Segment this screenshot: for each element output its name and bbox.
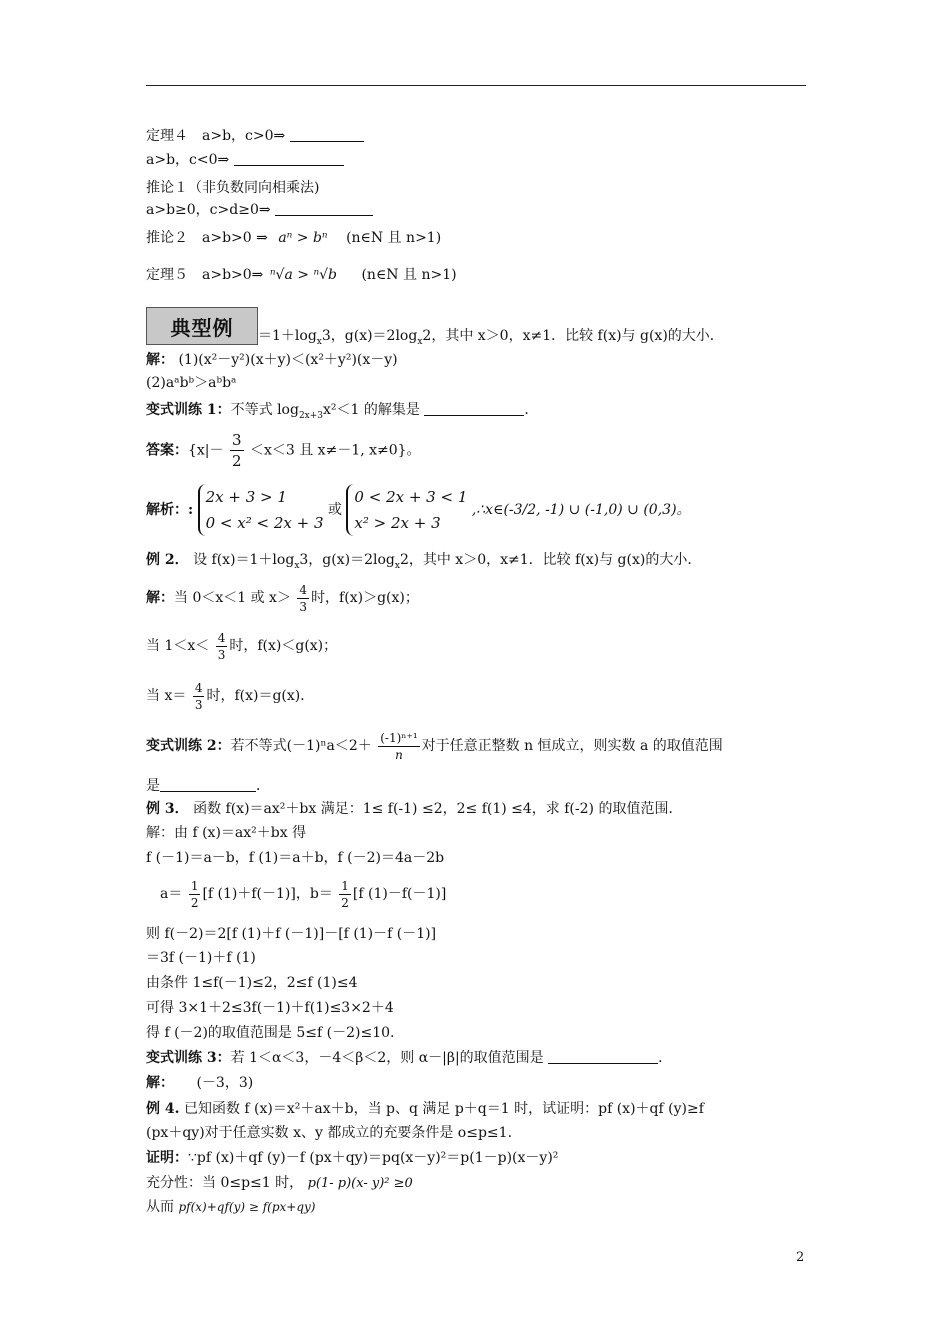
inequality-system-2 [346, 484, 467, 536]
corollary-2-text: 推论２ a>b>0 ⇒ [146, 230, 268, 246]
variant-2b-text: 是 [146, 778, 160, 794]
analysis-label: 解析：: [146, 502, 194, 518]
fraction-three-half [230, 430, 244, 471]
system-row: 0 < x² < 2x + 3 [205, 514, 324, 532]
example-3-step-6: 由条件 1≤f(－1)≤2，2≤f (1)≤4 [146, 975, 358, 991]
solution-2c-text: 当 x＝ [146, 688, 187, 704]
variant-1-text: 不等式 log [230, 402, 299, 418]
solution-1b-line: (2)aᵃbᵇ＞aᵇbᵃ [146, 375, 237, 391]
analysis-conclusion: ,∴x∈(-3/2, -1) ∪ (-1,0) ∪ (0,3)。 [471, 502, 691, 518]
answer-blank [424, 401, 524, 416]
answer-label: 答案： [146, 442, 188, 459]
answer-blank [160, 777, 256, 792]
example-4b-line: (px＋qy)对于任意实数 x、y 都成立的充要条件是 o≤p≤1. [146, 1125, 513, 1141]
fraction-denominator: 2 [190, 895, 199, 910]
solution-2-text-2: 时，f(x)＞g(x)； [311, 590, 419, 606]
fraction-numerator: 4 [299, 582, 308, 597]
fraction-half [189, 878, 201, 911]
example-2-line [146, 550, 701, 576]
theorem-4b-text: a>b，c<0⇒ [146, 152, 230, 168]
variant-3-text: 若 1＜α＜3，－4＜β＜2，则 α－|β|的取值范围是 [230, 1050, 544, 1066]
therefore-text: 从而 [146, 1199, 174, 1215]
header-rule [146, 85, 806, 86]
solution-2c-line [146, 678, 314, 714]
answer-1-text: {x|－ [188, 442, 224, 459]
system-row: x² > 2x + 3 [354, 514, 441, 532]
example-3-text: 函数 f(x)＝ax²＋bx 满足：1≤ f(-1) ≤2，2≤ f(1) ≤4，求 f(-2) 的取值范围． [193, 801, 683, 817]
solution-1-line [146, 350, 398, 370]
variant-label: 变式训练 2： [146, 738, 231, 754]
fraction-denominator: 2 [341, 895, 349, 910]
variant-2-line [146, 728, 723, 764]
example-4-text: 已知函数 f (x)＝x²＋ax＋b，当 p、q 满足 p＋q＝1 时，试证明：pf (x)＋qf (y)≥f [183, 1101, 704, 1117]
corollary-2-condition: (n∈N 且 n>1) [346, 230, 442, 246]
example-3-step-2: f (－1)＝a－b，f (1)＝a＋b，f (－2)＝4a－2b [146, 850, 445, 866]
fraction-denominator: 2 [231, 452, 242, 470]
example-3-step-1: 解：由 f (x)＝ax²＋bx 得 [146, 825, 307, 841]
example-3-step-4: 则 f(－2)＝2[f (1)＋f (－1)]－[f (1)－f (－1)] [146, 926, 437, 942]
example-4-line [146, 1099, 704, 1119]
solution-2-text: 当 0＜x＜1 或 x＞ [174, 590, 291, 606]
fraction-numerator: 4 [217, 630, 226, 645]
fraction-denominator: n [395, 747, 403, 762]
variant-3-line: 变式训练 3：若 1＜α＜3，－4＜β＜2，则 α－|β|的取值范围是 ． [146, 1050, 673, 1066]
corollary-2-line [146, 228, 441, 248]
solution-3-text: (－3，3) [196, 1075, 254, 1091]
corollary-1-line: 推论１（非负数同向相乘法) [146, 180, 320, 196]
example-3-step-5: ＝3f (－1)＋f (1) [146, 950, 256, 966]
fraction-four-third [216, 630, 228, 663]
solution-2b-text: 当 1＜x＜ [146, 638, 210, 654]
step-3-text-3: [f (1)－f(－1)] [352, 886, 447, 902]
theorem-4-line [146, 126, 364, 146]
example-1-line [258, 326, 724, 352]
sufficiency-line [146, 1173, 413, 1194]
variant-1-line: 变式训练 1：不等式 $\log_{2x+3}x^2<1$ 的解集是 ． [146, 402, 539, 421]
example-label: 例 3． [146, 801, 189, 817]
solution-1-text: (1)(x²－y²)(x＋y)＜(x²＋y²)(x－y) [178, 352, 398, 368]
proof-line [146, 1148, 558, 1168]
fraction-numerator: 1 [190, 878, 199, 893]
theorem-4b-line [146, 150, 344, 170]
variant-2-text-2: 对于任意正整数 n 恒成立，则实数 a 的取值范围 [421, 738, 723, 754]
fraction-denominator: 3 [217, 647, 226, 662]
theorem-4-text: 定理４ a>b，c>0⇒ [146, 128, 286, 144]
fraction-four-third [297, 582, 309, 615]
fraction-denominator: 3 [194, 697, 203, 712]
inequality-system-1 [198, 484, 324, 536]
example-label: 例 4. [146, 1101, 180, 1117]
example-2-text-2: 3，g(x)＝2log [299, 552, 395, 568]
theorem-5-condition: (n∈N 且 n>1) [361, 267, 457, 283]
section-heading: 典型例 [146, 307, 258, 345]
solution-label: 解： [146, 352, 174, 368]
sufficiency-text: 充分性：当 0≤p≤1 时， [146, 1175, 304, 1191]
log-base: x [294, 560, 300, 571]
example-2-text-3: 2，其中 x＞0，x≠1．比较 f(x)与 g(x)的大小． [399, 552, 702, 568]
solution-2-line [146, 580, 419, 616]
solution-2b-text-2: 时，f(x)＜g(x)； [229, 638, 338, 654]
answer-1-text-2: ＜x＜3 且 x≠－1, x≠0}。 [249, 442, 421, 459]
corollary-1b-text: a>b≥0，c>d≥0⇒ [146, 202, 271, 218]
example-3-step-3 [160, 876, 446, 912]
example-1-text-3: 2，其中 x＞0，x≠1．比较 f(x)与 g(x)的大小． [422, 328, 724, 344]
example-2-text: 设 f(x)＝1＋log [193, 552, 295, 568]
solution-3-line [146, 1073, 253, 1093]
fraction-four-third [193, 680, 205, 713]
fraction-neg1-power [378, 730, 419, 763]
variant-label: 变式训练 3： [146, 1050, 231, 1066]
log-base: x [417, 336, 423, 347]
theorem-5-line [146, 265, 457, 285]
solution-2b-line [146, 628, 337, 664]
example-3-line [146, 799, 682, 819]
log-base: 2x+3 [298, 410, 324, 421]
solution-label: 解： [146, 590, 174, 606]
fraction-half [339, 878, 351, 911]
fraction-numerator: 1 [341, 878, 349, 893]
example-1-text-2: 3，g(x)＝2log [321, 328, 418, 344]
answer-blank [290, 127, 364, 142]
or-word: 或 [327, 502, 342, 518]
therefore-math: pf(x)+qf(y) ≥ f(px+qy) [178, 1200, 316, 1214]
example-1-text: ＝1＋log [258, 328, 317, 344]
fraction-numerator: (-1)ⁿ⁺¹ [380, 730, 418, 745]
answer-1-line [146, 430, 421, 471]
proof-text: ∵pf (x)＋qf (y)－f (px＋qy)＝pq(x－y)²＝p(1－p)(x－y)² [188, 1150, 559, 1166]
fraction-numerator: 3 [231, 431, 242, 449]
example-3-step-8: 得 f (－2)的取值范围是 5≤f (－2)≤10. [146, 1025, 395, 1041]
analysis-1-line [146, 482, 691, 538]
proof-label: 证明： [146, 1150, 188, 1166]
solution-2c-text-2: 时，f(x)＝g(x)． [206, 688, 315, 704]
system-row: 2x + 3 > 1 [205, 488, 287, 506]
answer-blank [548, 1049, 658, 1064]
example-label: 例 2． [146, 552, 189, 568]
variant-2b-line: 是 ． [146, 778, 270, 794]
page-number: 2 [796, 1250, 805, 1265]
solution-label: 解： [146, 1075, 174, 1091]
fraction-numerator: 4 [194, 680, 203, 695]
variant-2-text: 若不等式(－1)ⁿa＜2＋ [230, 738, 372, 754]
step-3-text: a＝ [160, 886, 183, 902]
corollary-2-math: aⁿ > bⁿ [278, 230, 328, 246]
therefore-line [146, 1197, 315, 1217]
fraction-denominator: 3 [299, 599, 308, 614]
variant-label: 变式训练 1： [146, 402, 231, 418]
example-3-step-7: 可得 3×1＋2≤3f(－1)＋f(1)≤3×2＋4 [146, 1000, 394, 1016]
sufficiency-math: p(1- p)(x- y)² ≥0 [307, 1176, 413, 1191]
theorem-5-text: 定理５ a>b>0⇒ [146, 267, 264, 283]
step-3-text-2: [f (1)＋f(－1)]，b＝ [202, 886, 333, 902]
corollary-1b-line [146, 200, 373, 220]
answer-blank [234, 151, 344, 166]
theorem-5-math: ⁿ√a > ⁿ√b [269, 267, 338, 283]
variant-1-text-2: x²＜1 的解集是 [323, 402, 420, 418]
log-base: x [394, 560, 400, 571]
log-base: x [316, 336, 322, 347]
system-row: 0 < 2x + 3 < 1 [354, 488, 468, 506]
answer-blank [275, 201, 373, 216]
